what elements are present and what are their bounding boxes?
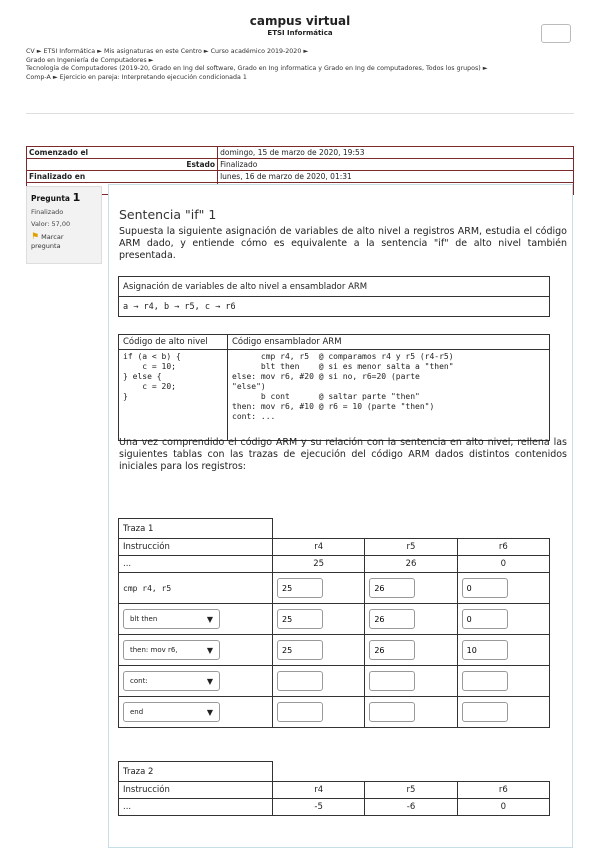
header-button[interactable] [541,24,571,43]
trace-1-initial-instr: ... [119,556,273,573]
trace-1-row5-instr-value: end [130,708,144,716]
code-asm: cmp r4, r5 @ comparamos r4 y r5 (r4-r5) blt then @ si es menor salta a "then" else: mov r6, #20 @ si no, r6=20 (parte "else") b cont @ saltar parte "then" then: mov r6, #10 @ r6 = 10 (parte "then") cont: ... [228,350,550,441]
assignment-header: Asignación de variables de alto nivel a ensamblador ARM [119,277,550,297]
trace-1-row5-instr-select[interactable] [123,702,220,722]
table-row [119,666,550,697]
dropdown-arrow-icon: ▼ [206,614,213,624]
finished-label: Finalizado en [27,171,218,183]
question-title: Sentencia "if" 1 [119,207,217,222]
trace-1-row5-r5-input[interactable] [369,702,415,722]
code-high: if (a < b) { c = 10; } else { c = 20; } [119,350,228,441]
state-label: Estado [27,159,218,171]
started-label: Comenzado el [27,147,218,159]
assignment-table [118,276,550,317]
site-title: campus virtual [249,14,351,28]
trace-1-table [118,518,550,728]
trace-1-row4-instr-select[interactable] [123,671,220,691]
trace-1-initial-r5: 26 [365,556,457,573]
trace-2-caption: Traza 2 [119,762,273,782]
question-value: Valor: 57,00 [31,220,71,228]
code-table [118,334,550,441]
code-header-asm: Código ensamblador ARM [228,335,550,350]
trace-1-row1-instr: cmp r4, r5 [119,573,273,604]
trace-2-initial-r5: -6 [365,799,457,816]
question-info [26,186,102,264]
flag-icon: ⚑ [31,232,40,242]
trace-1-row5-r4-input[interactable] [277,702,323,722]
trace-1-row4-instr-value: cont: [130,677,148,685]
trace-1-row1-r5-input[interactable] [369,578,415,598]
trace-1-row2-r4-input[interactable] [277,609,323,629]
trace-1-row2-r6-input[interactable] [462,609,508,629]
trace-1-header-r5: r5 [365,539,457,556]
site-subtitle: ETSI Informática [267,29,333,37]
breadcrumb [26,48,566,82]
dropdown-arrow-icon: ▼ [206,707,213,717]
trace-1-row4-r5-input[interactable] [369,671,415,691]
trace-1-header-r4: r4 [273,539,365,556]
breadcrumb-line-1[interactable]: CV ► ETSI Informática ► Mis asignaturas en este Centro ► Curso académico 2019-2020 ► [26,48,309,55]
trace-1-header-instr: Instrucción [119,539,273,556]
finished-value: lunes, 16 de marzo de 2020, 01:31 [218,171,574,183]
trace-1-row2-r5-input[interactable] [369,609,415,629]
site-header [0,14,600,37]
trace-2-initial-r6: 0 [457,799,549,816]
divider [26,113,574,114]
question-label: Pregunta [31,194,70,203]
trace-2-initial-r4: -5 [273,799,365,816]
trace-1-initial-r6: 0 [457,556,549,573]
dropdown-arrow-icon: ▼ [206,676,213,686]
question-text: Supuesta la siguiente asignación de variables de alto nivel a registros ARM, estudia el código ARM dado, y entiende cómo es equivalente a la sentencia "if" de alto nivel también presentada. [119,226,567,261]
table-row [119,573,550,604]
trace-1-row5-r6-input[interactable] [462,702,508,722]
question-status: Finalizado [31,208,64,216]
breadcrumb-line-4[interactable]: Comp-A ► Ejercicio en pareja: Interpretando ejecución condicionada 1 [26,73,247,81]
assignment-value: a → r4, b → r5, c → r6 [119,297,550,317]
trace-2-header-r5: r5 [365,782,457,799]
state-value: Finalizado [218,159,574,171]
trace-2-initial-instr: ... [119,799,273,816]
trace-1-row4-r6-input[interactable] [462,671,508,691]
flag-label-1: Marcar [41,233,64,241]
breadcrumb-line-3[interactable]: Tecnología de Computadores (2019-20, Grado en Ing del software, Grado en Ing informatica y Grado en Ing de computadores, Todos los grupos) ► [26,65,488,73]
trace-1-header-r6: r6 [457,539,549,556]
flag-label-2: pregunta [31,242,61,250]
trace-1-row3-instr-select[interactable] [123,640,220,660]
trace-2-header-r4: r4 [273,782,365,799]
trace-1-row3-r5-input[interactable] [369,640,415,660]
started-value: domingo, 15 de marzo de 2020, 19:53 [218,147,574,159]
trace-1-row1-r4-input[interactable] [277,578,323,598]
trace-1-row4-r4-input[interactable] [277,671,323,691]
question-number [31,191,97,204]
trace-1-row3-instr-value: then: mov r6, [130,646,178,654]
trace-1-row1-r6-input[interactable] [462,578,508,598]
table-row [119,635,550,666]
breadcrumb-line-2[interactable]: Grado en Ingeniería de Computadores ► [26,56,154,64]
trace-1-row2-instr-select[interactable] [123,609,220,629]
trace-2-table [118,761,550,816]
trace-2-header-r6: r6 [457,782,549,799]
trace-1-initial-r4: 25 [273,556,365,573]
trace-2-header-instr: Instrucción [119,782,273,799]
table-row [119,604,550,635]
table-row [119,697,550,728]
trace-1-caption: Traza 1 [119,519,273,539]
question-text-2: Una vez comprendido el código ARM y su relación con la sentencia en alto nivel, rellena las siguientes tablas con las trazas de ejecución del código ARM dados distintos contenidos iniciales para los registros: [119,437,567,472]
question-number-value: 1 [72,191,81,204]
trace-1-row3-r4-input[interactable] [277,640,323,660]
code-header-high: Código de alto nivel [119,335,228,350]
flag-question-button[interactable] [31,232,97,250]
trace-1-row2-instr-value: blt then [130,615,158,623]
trace-1-row3-r6-input[interactable] [462,640,508,660]
dropdown-arrow-icon: ▼ [206,645,213,655]
